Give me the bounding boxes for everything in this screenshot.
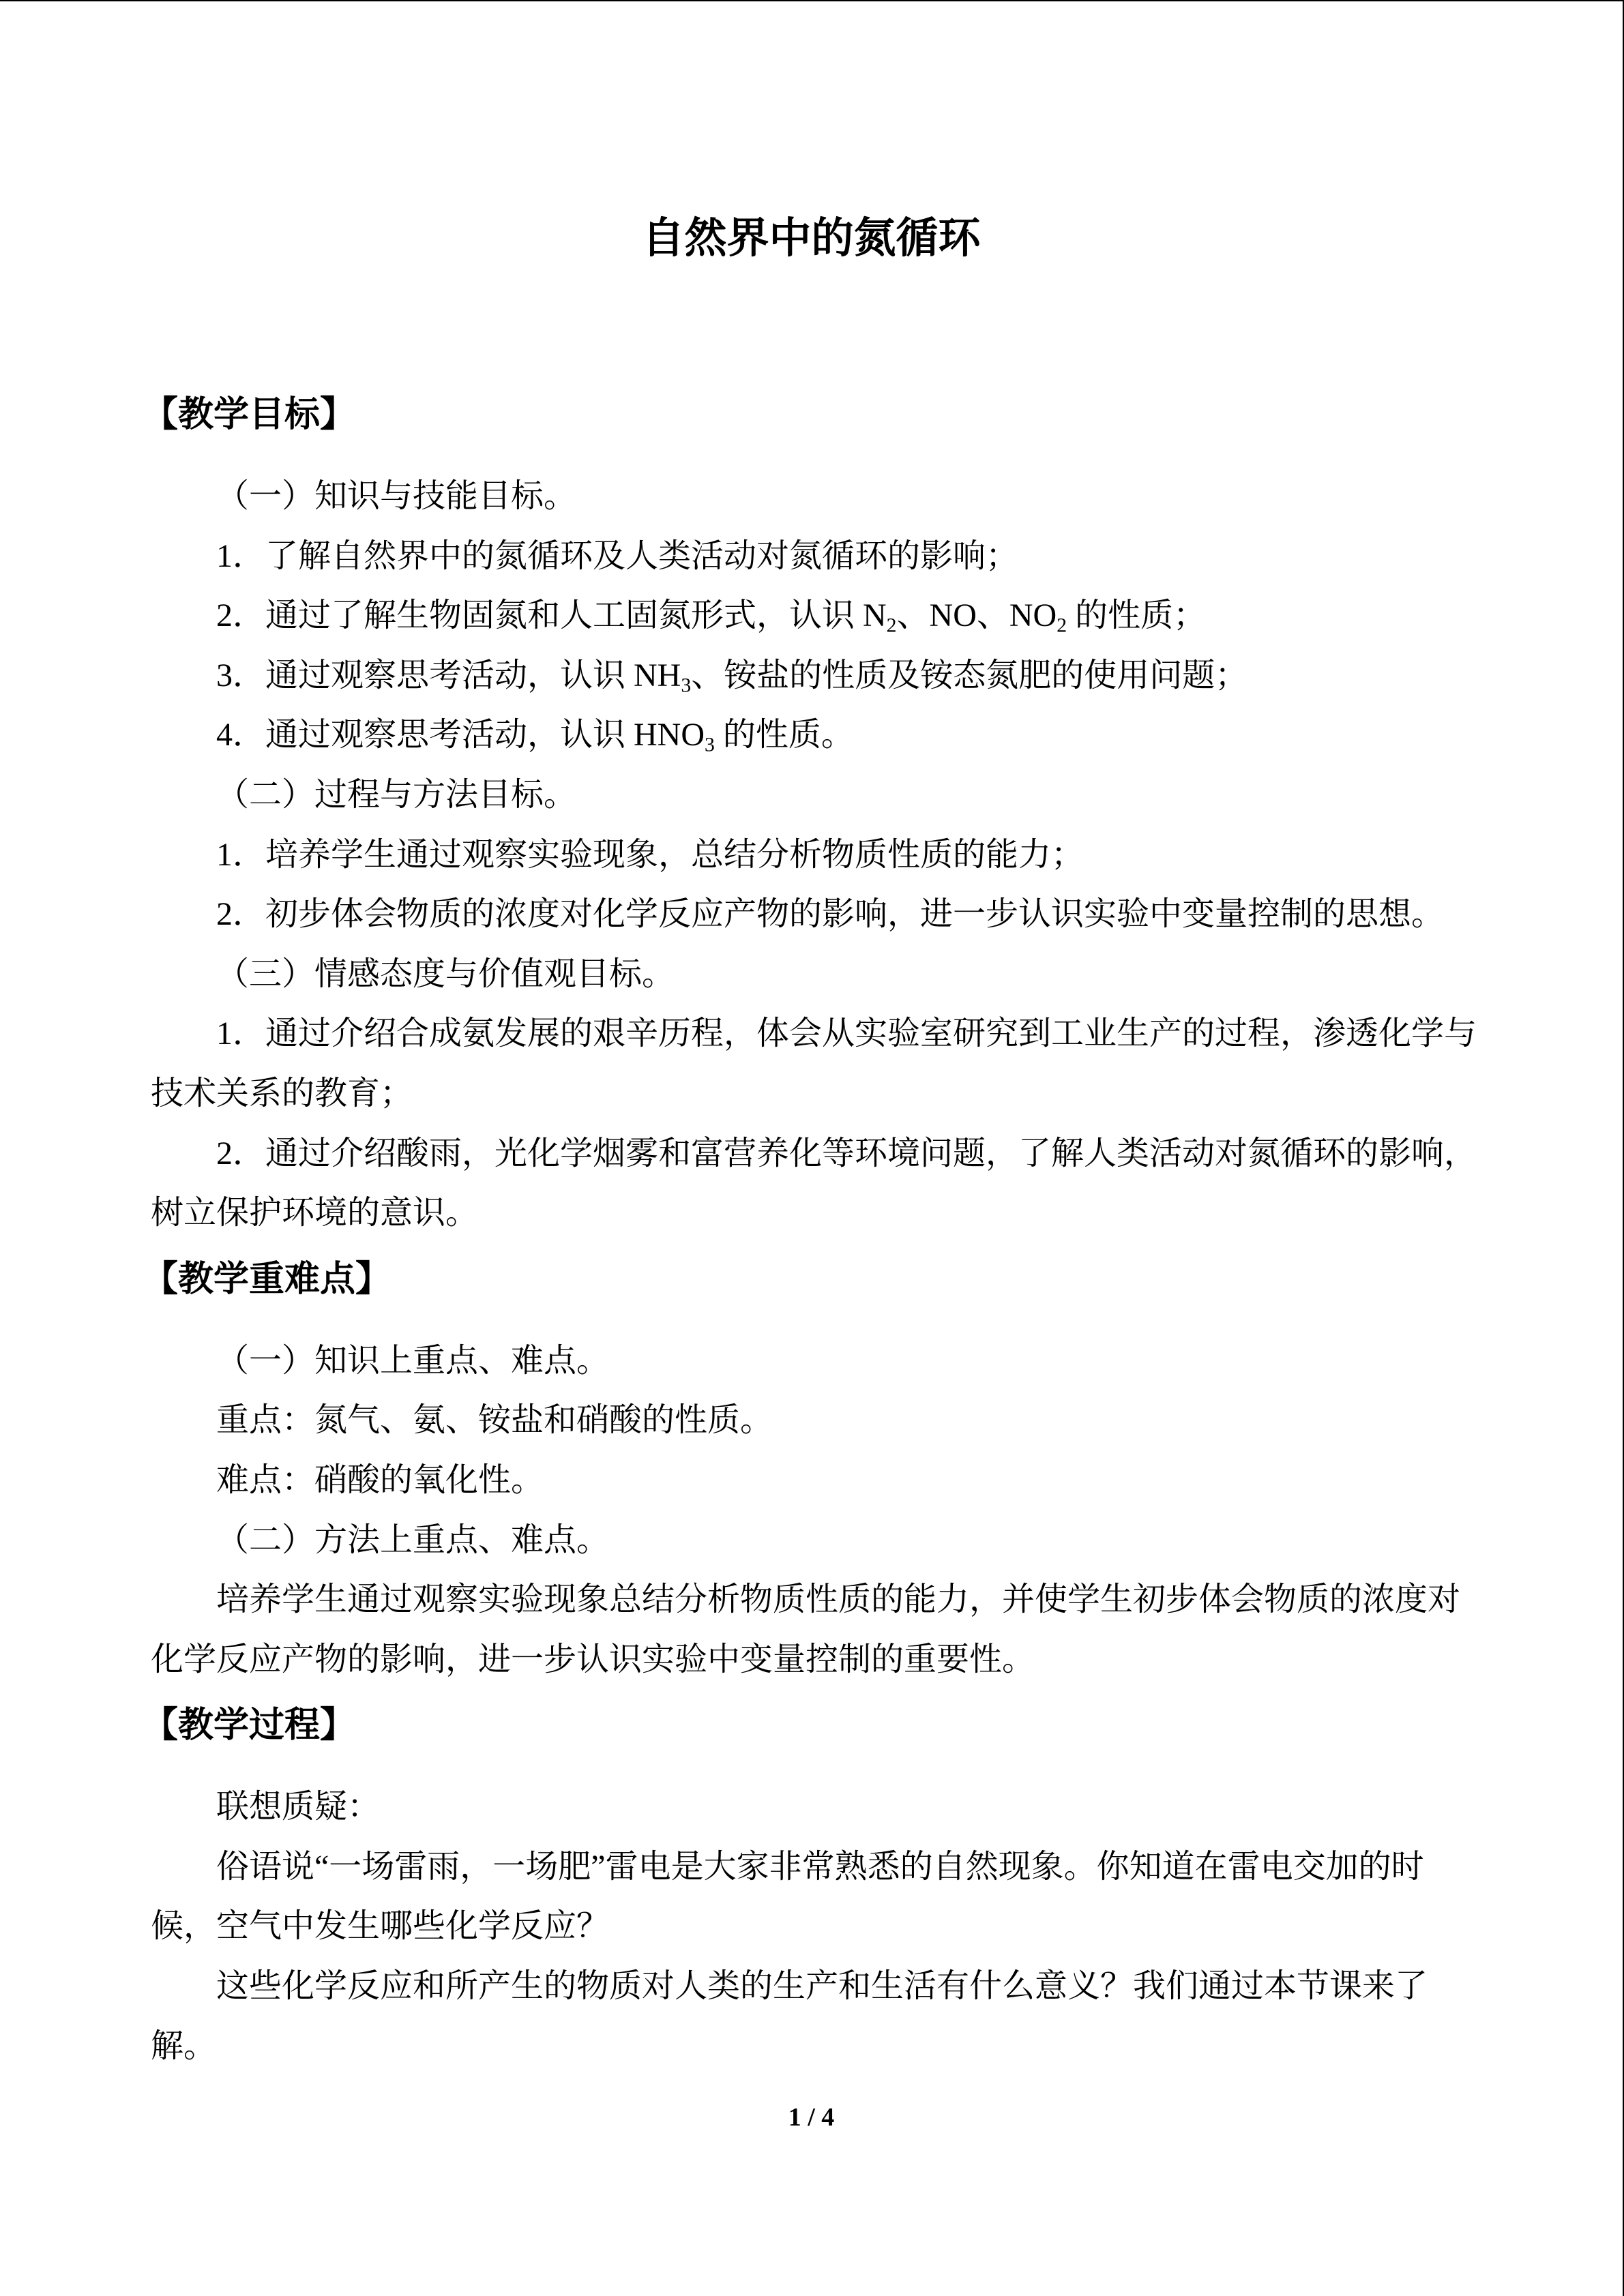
paragraph-line: 树立保护环境的意识。 xyxy=(151,1195,479,1232)
paragraph-line: 培养学生通过观察实验现象总结分析物质性质的能力，并使学生初步体会物质的浓度对 xyxy=(216,1581,1461,1618)
objective-text: 1．了解自然界中的氮循环及人类活动对氮循环的影响； xyxy=(216,537,1019,574)
objective-item: 2．初步体会物质的浓度对化学反应产物的影响，进一步认识实验中变量控制的思想。 xyxy=(216,896,1445,933)
objective-text: 4．通过观察思考活动，认识 HNO xyxy=(216,717,705,754)
key-point-text: 重点：氮气、氨、铵盐和硝酸的性质。 xyxy=(216,1402,773,1439)
paragraph-line: 这些化学反应和所产生的物质对人类的生产和生活有什么意义？我们通过本节课来了 xyxy=(216,1968,1428,2005)
subsection-label: （二）方法上重点、难点。 xyxy=(216,1521,610,1558)
subsection-label: （一）知识与技能目标。 xyxy=(216,478,577,514)
subsection-label: （二）过程与方法目标。 xyxy=(216,776,577,813)
paragraph-line: 解。 xyxy=(151,2027,217,2064)
section-heading: 【教学过程】 xyxy=(143,1705,356,1746)
difficult-point-text: 难点：硝酸的氧化性。 xyxy=(216,1461,544,1498)
chemical-subscript: 2 xyxy=(1057,614,1067,637)
page-indicator: 1 / 4 xyxy=(788,2103,835,2132)
objective-item xyxy=(151,586,1515,646)
objective-item xyxy=(151,705,1515,765)
subsection-label: （一）知识上重点、难点。 xyxy=(216,1342,610,1379)
chemical-subscript: 2 xyxy=(886,614,897,637)
objective-text: 的性质； xyxy=(1067,597,1207,634)
paragraph-line: 技术关系的教育； xyxy=(151,1075,413,1112)
objective-text: 、铵盐的性质及铵态氮肥的使用问题； xyxy=(691,657,1248,694)
objective-text: 、NO、NO xyxy=(896,597,1057,634)
objective-text: 3．通过观察思考活动，认识 NH xyxy=(216,657,681,694)
objective-item xyxy=(151,646,1515,706)
section-teaching-process xyxy=(143,1689,1515,2076)
subsection-label: （三）情感态度与价值观目标。 xyxy=(216,955,675,992)
section-teaching-objectives xyxy=(143,378,1515,1243)
paragraph-line: 化学反应产物的影响，进一步认识实验中变量控制的重要性。 xyxy=(151,1641,1035,1678)
objective-item: 1．通过介绍合成氨发展的艰辛历程，体会从实验室研究到工业生产的过程，渗透化学与 xyxy=(216,1015,1477,1052)
chemical-subscript: 3 xyxy=(705,733,715,756)
section-key-difficult-points xyxy=(143,1243,1515,1690)
objective-text: 的性质。 xyxy=(714,717,854,754)
document-body xyxy=(143,378,1515,2076)
objective-item xyxy=(151,526,1515,586)
section-heading: 【教学重难点】 xyxy=(143,1259,392,1299)
document-title: 自然界中的氮循环 xyxy=(642,215,981,262)
paragraph-line: 候，空气中发生哪些化学反应？ xyxy=(151,1908,610,1945)
objective-item: 2．通过介绍酸雨，光化学烟雾和富营养化等环境问题，了解人类活动对氮循环的影响， xyxy=(216,1135,1477,1172)
objective-text: 2．通过了解生物固氮和人工固氮形式，认识 N xyxy=(216,597,887,634)
paragraph-line: 俗语说“一场雷雨，一场肥”雷电是大家非常熟悉的自然现象。你知道在雷电交加的时 xyxy=(216,1848,1424,1885)
section-heading: 【教学目标】 xyxy=(143,395,356,434)
objective-item: 1．培养学生通过观察实验现象，总结分析物质性质的能力； xyxy=(216,836,1084,873)
chemical-subscript: 3 xyxy=(681,674,692,697)
prompt-label: 联想质疑： xyxy=(216,1789,381,1825)
